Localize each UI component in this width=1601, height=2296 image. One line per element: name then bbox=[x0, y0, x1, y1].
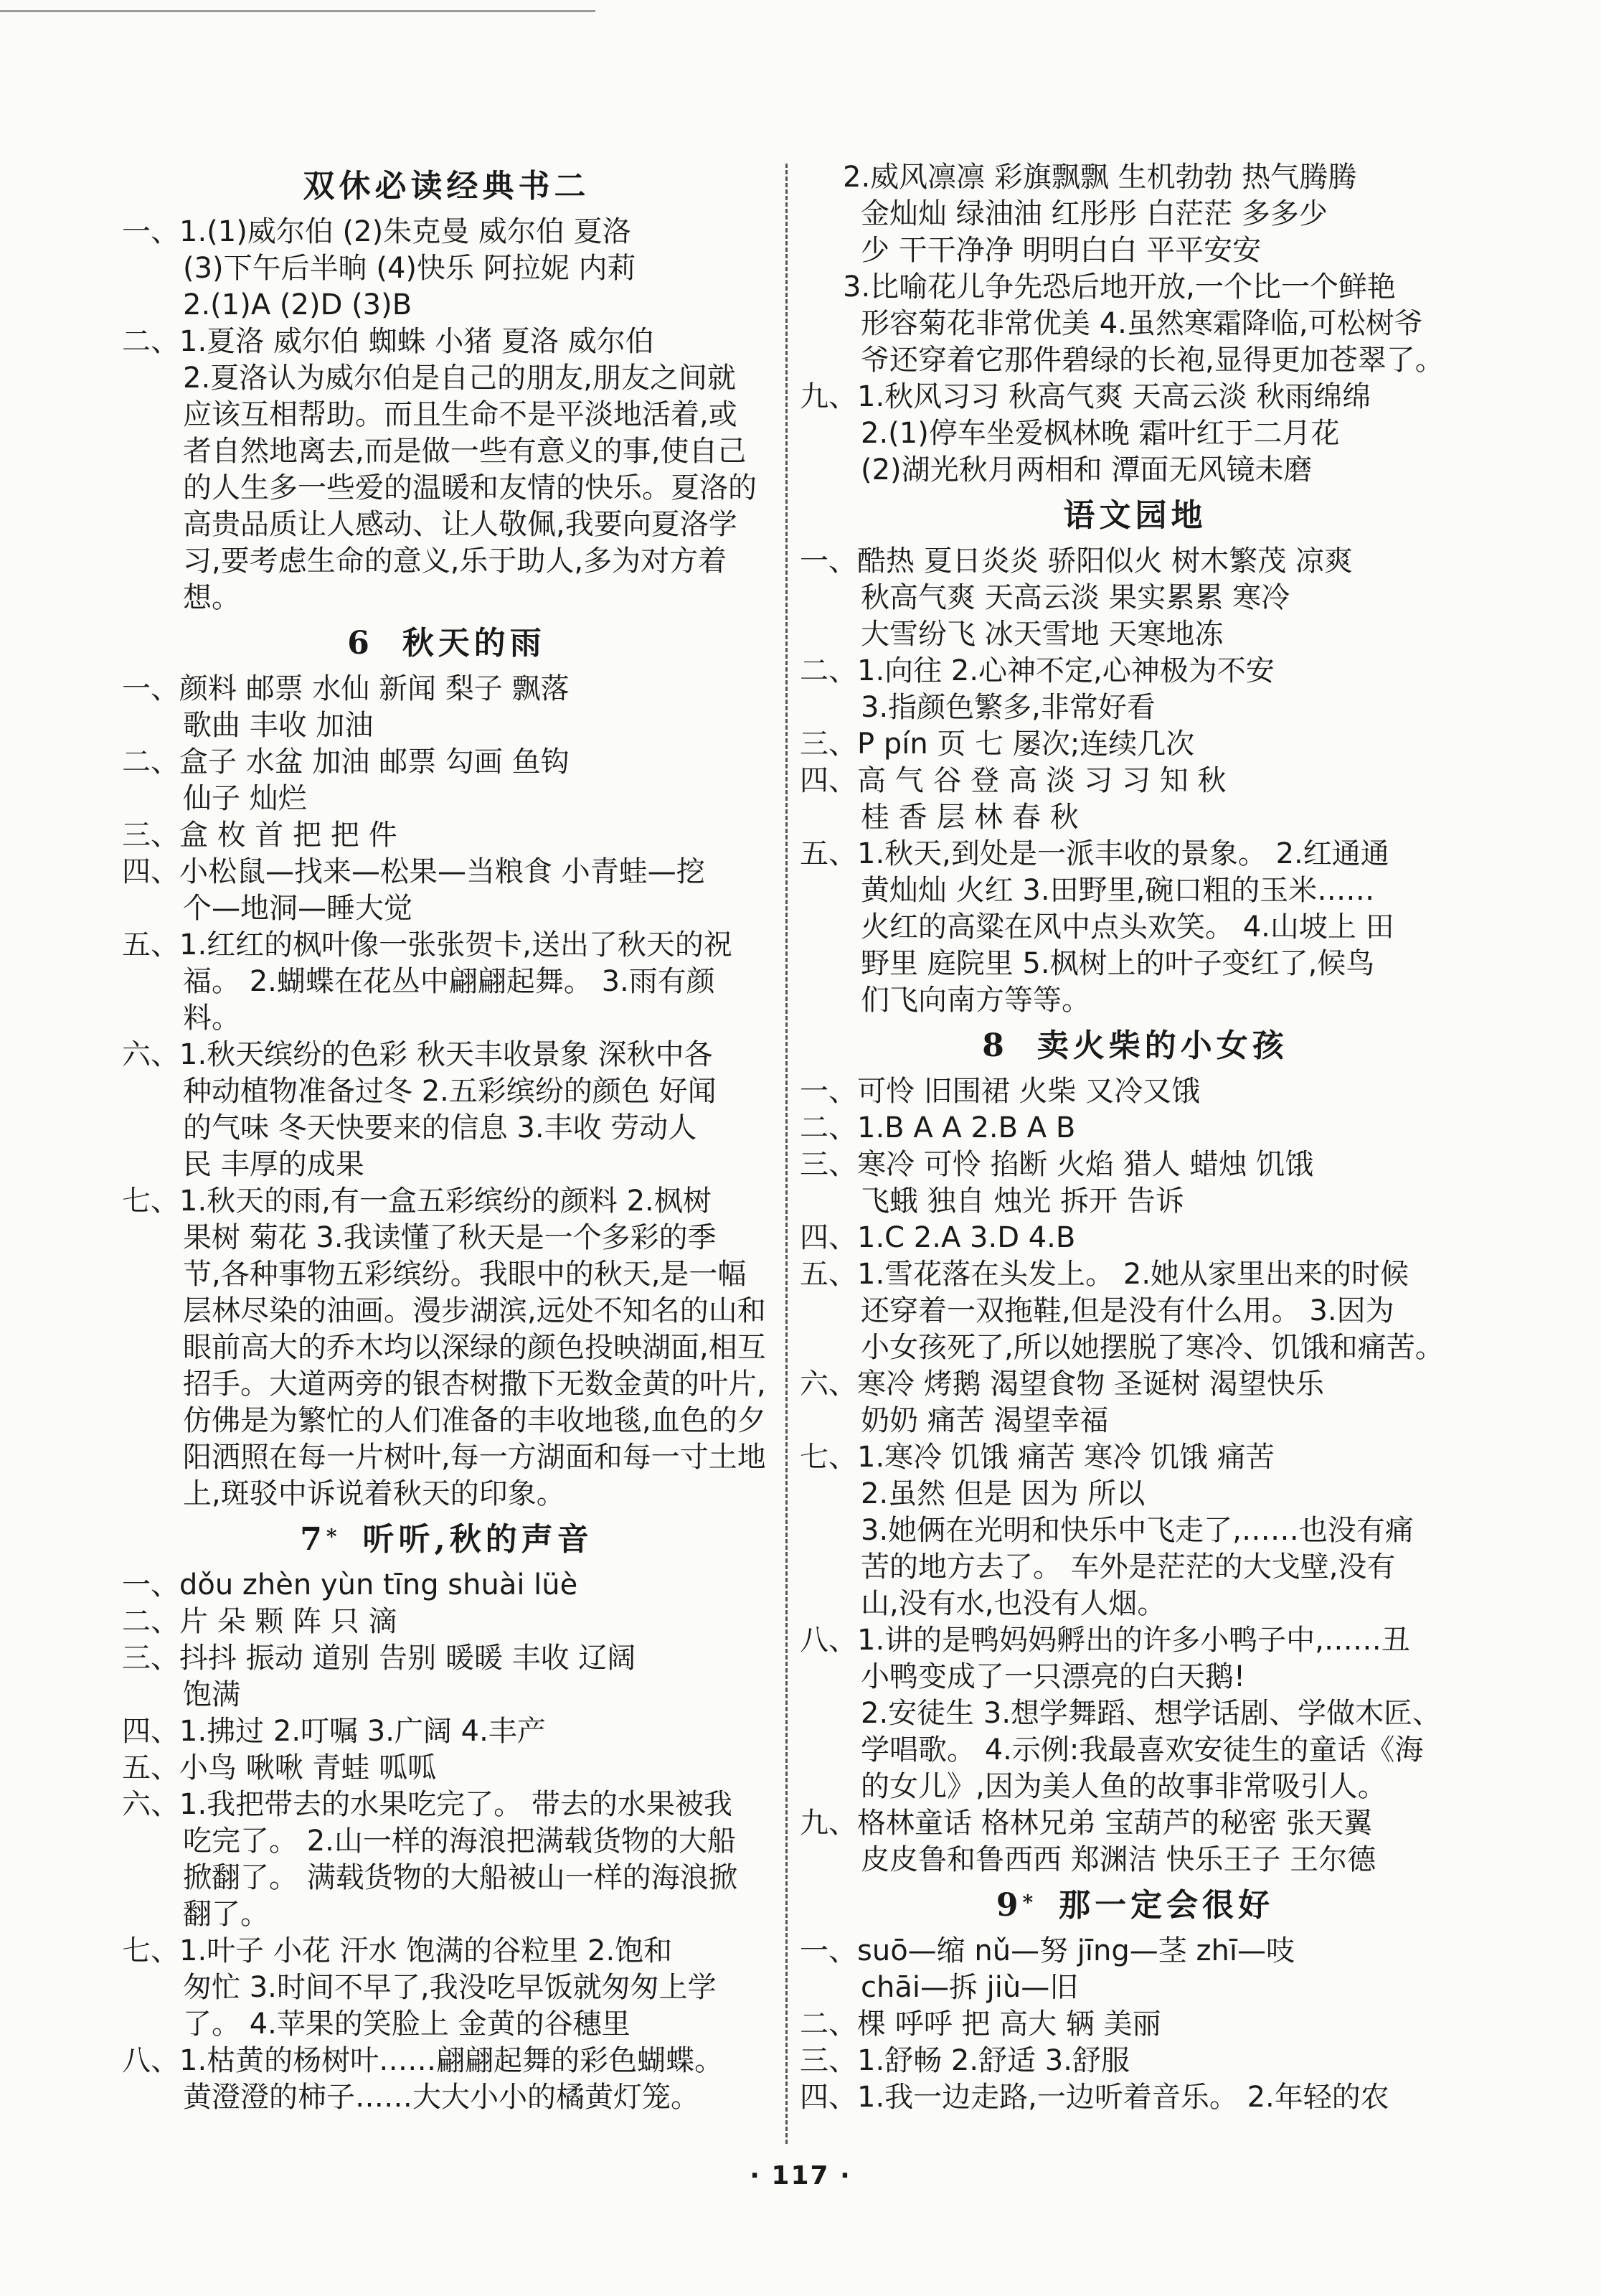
answer-line: 四、1.拂过 2.叮嘱 3.广阔 4.丰产 bbox=[122, 1715, 546, 1748]
answer-line: 3.她俩在光明和快乐中飞走了,……也没有痛 bbox=[861, 1514, 1414, 1547]
answer-line: 二、1.向往 2.心神不定,心神极为不安 bbox=[800, 654, 1275, 687]
answer-line: 三、抖抖 振动 道别 告别 暖暖 丰收 辽阔 bbox=[122, 1642, 636, 1675]
answer-line: 吃完了。 2.山一样的海浪把满载货物的大船 bbox=[183, 1825, 736, 1858]
answer-line: 习,要考虑生命的意义,乐于助人,多为对方着 bbox=[183, 545, 727, 578]
answer-line: 翻了。 bbox=[183, 1898, 269, 1931]
answer-line: 二、片 朵 颗 阵 只 滴 bbox=[122, 1605, 397, 1638]
answer-line: 2.虽然 但是 因为 所以 bbox=[861, 1477, 1146, 1510]
answer-line: 掀翻了。 满载货物的大船被山一样的海浪掀 bbox=[183, 1861, 737, 1894]
section-heading bbox=[800, 491, 1470, 540]
answer-line: 学唱歌。 4.示例:我最喜欢安徒生的童话《海 bbox=[861, 1733, 1424, 1766]
answer-line: 小女孩死了,所以她摆脱了寒冷、饥饿和痛苦。 bbox=[861, 1331, 1444, 1364]
answer-line: 五、小鸟 啾啾 青蛙 呱呱 bbox=[122, 1751, 437, 1784]
answer-line: 金灿灿 绿油油 红彤彤 白茫茫 多多少 bbox=[861, 197, 1328, 230]
answer-line: 七、1.叶子 小花 汗水 饱满的谷粒里 2.饱和 bbox=[122, 1934, 673, 1967]
answer-line: 的女儿》,因为美人鱼的故事非常吸引人。 bbox=[861, 1770, 1387, 1803]
left-column bbox=[122, 159, 771, 2116]
answer-line: 了。 4.苹果的笑脸上 金黄的谷穗里 bbox=[183, 2008, 631, 2041]
page-number: · 117 · bbox=[750, 2161, 851, 2191]
answer-line: 二、棵 呼呼 把 高大 辆 美丽 bbox=[800, 2008, 1161, 2041]
answer-line: 火红的高粱在风中点头欢笑。 4.山坡上 田 bbox=[861, 911, 1394, 944]
answer-line: 皮皮鲁和鲁西西 郑渊洁 快乐王子 王尔德 bbox=[861, 1843, 1376, 1876]
answer-line: 四、高 气 谷 登 高 淡 习 习 知 秋 bbox=[800, 764, 1227, 797]
answer-line: 还穿着一双拖鞋,但是没有什么用。 3.因为 bbox=[861, 1294, 1394, 1327]
answer-line: 八、1.讲的是鸭妈妈孵出的许多小鸭子中,……丑 bbox=[800, 1624, 1410, 1657]
section-title: 语文园地 bbox=[1063, 497, 1207, 534]
answer-line: 3.比喻花儿争先恐后地开放,一个比一个鲜艳 bbox=[843, 270, 1396, 304]
answer-line: 苦的地方去了。 车外是茫茫的大戈壁,没有 bbox=[861, 1551, 1396, 1584]
answer-line: 三、盒 枚 首 把 把 件 bbox=[122, 819, 397, 852]
section-title: 双休必读经典书二 bbox=[303, 168, 590, 204]
answer-line: 饱满 bbox=[183, 1678, 240, 1711]
answer-line: 九、格林童话 格林兄弟 宝葫芦的秘密 张天翼 bbox=[800, 1807, 1373, 1840]
right-column bbox=[800, 159, 1470, 2116]
answer-line: 3.指颜色繁多,非常好看 bbox=[861, 691, 1156, 724]
lesson-star: * bbox=[1022, 1891, 1038, 1914]
answer-line: 三、寒冷 可怜 掐断 火焰 猎人 蜡烛 饥饿 bbox=[800, 1148, 1314, 1181]
answer-line: 桂 香 层 林 春 秋 bbox=[861, 801, 1079, 834]
lesson-number: 9 bbox=[996, 1887, 1023, 1924]
answer-line: 2.安徒生 3.想学舞蹈、想学话剧、学做木匠、 bbox=[861, 1697, 1442, 1730]
answer-line: 爷还穿着它那件碧绿的长袍,显得更加苍翠了。 bbox=[861, 344, 1444, 377]
answer-line: 民 丰厚的成果 bbox=[183, 1148, 364, 1181]
answer-line: 黄澄澄的柿子……大大小小的橘黄灯笼。 bbox=[183, 2081, 699, 2114]
answer-line: 八、1.枯黄的杨树叶……翩翩起舞的彩色蝴蝶。 bbox=[122, 2044, 724, 2077]
answer-line: 六、1.秋天缤纷的色彩 秋天丰收景象 深秋中各 bbox=[122, 1038, 713, 1071]
answer-line: 果树 菊花 3.我读懂了秋天是一个多彩的季 bbox=[183, 1221, 717, 1254]
answer-line: 五、1.雪花落在头发上。 2.她从家里出来的时候 bbox=[800, 1258, 1409, 1291]
answer-line: 节,各种事物五彩缤纷。我眼中的秋天,是一幅 bbox=[183, 1258, 747, 1291]
answer-line: 2.夏洛认为威尔伯是自己的朋友,朋友之间就 bbox=[183, 362, 736, 395]
column-divider bbox=[785, 164, 788, 2144]
answer-line: 奶奶 痛苦 渴望幸福 bbox=[861, 1404, 1109, 1437]
answer-line: (2)湖光秋月两相和 潭面无风镜未磨 bbox=[861, 453, 1313, 486]
answer-line: 2.(1)停车坐爱枫林晚 霜叶红于二月花 bbox=[861, 417, 1340, 450]
answer-line: 一、可怜 旧围裙 火柴 又冷又饿 bbox=[800, 1075, 1201, 1108]
answer-line: 高贵品质让人感动、让人敬佩,我要向夏洛学 bbox=[183, 508, 737, 541]
answer-line: chāi—拆 jiù—旧 bbox=[861, 1971, 1079, 2004]
answer-line: 一、suō—缩 nǔ—努 jīng—茎 zhī—吱 bbox=[800, 1934, 1295, 1967]
answer-line: 层林尽染的油画。漫步湖滨,远处不知名的山和 bbox=[183, 1294, 766, 1327]
answer-line: 一、颜料 邮票 水仙 新闻 梨子 飘落 bbox=[122, 672, 570, 705]
answer-line: 六、寒冷 烤鹅 渴望食物 圣诞树 渴望快乐 bbox=[800, 1368, 1324, 1401]
answer-line: 四、1.C 2.A 3.D 4.B bbox=[800, 1221, 1076, 1254]
answer-line: 九、1.秋风习习 秋高气爽 天高云淡 秋雨绵绵 bbox=[800, 380, 1371, 413]
answer-line: 眼前高大的乔木均以深绿的颜色投映湖面,相互 bbox=[183, 1331, 766, 1364]
lesson-number: 7 bbox=[300, 1521, 326, 1558]
section-heading bbox=[122, 1515, 771, 1564]
answer-line: 福。 2.蝴蝶在花丛中翩翩起舞。 3.雨有颜 bbox=[183, 965, 715, 998]
top-rule bbox=[0, 10, 595, 12]
answer-line: 五、1.秋天,到处是一派丰收的景象。 2.红通通 bbox=[800, 837, 1389, 870]
answer-line: 黄灿灿 火红 3.田野里,碗口粗的玉米…… bbox=[861, 874, 1375, 907]
answer-line: 三、1.舒畅 2.舒适 3.舒服 bbox=[800, 2044, 1130, 2077]
answer-line: 秋高气爽 天高云淡 果实累累 寒冷 bbox=[861, 581, 1290, 614]
lesson-star: * bbox=[326, 1525, 341, 1548]
answer-line: 上,斑驳中诉说着秋天的印象。 bbox=[183, 1477, 565, 1510]
answer-line: 七、1.寒冷 饥饿 痛苦 寒冷 饥饿 痛苦 bbox=[800, 1441, 1275, 1474]
answer-line: (3)下午后半晌 (4)快乐 阿拉妮 内莉 bbox=[183, 252, 636, 285]
answer-line: 二、盒子 水盆 加油 邮票 勾画 鱼钩 bbox=[122, 745, 570, 778]
answer-line: 二、1.夏洛 威尔伯 蜘蛛 小猪 夏洛 威尔伯 bbox=[122, 325, 654, 358]
section-title: 听听,秋的声音 bbox=[362, 1521, 593, 1558]
answer-line: 想。 bbox=[183, 581, 240, 614]
answer-line: 大雪纷飞 冰天雪地 天寒地冻 bbox=[861, 618, 1224, 651]
section-heading bbox=[800, 1022, 1470, 1071]
answer-line: 2.威风凛凛 彩旗飘飘 生机勃勃 热气腾腾 bbox=[843, 161, 1357, 194]
answer-line: 招手。大道两旁的银杏树撒下无数金黄的叶片, bbox=[183, 1368, 766, 1401]
answer-line: 四、1.我一边走路,一边听着音乐。 2.年轻的农 bbox=[800, 2081, 1389, 2114]
answer-line: 的气味 冬天快要来的信息 3.丰收 劳动人 bbox=[183, 1111, 697, 1144]
lesson-number: 6 bbox=[347, 625, 374, 662]
answer-line: 一、酷热 夏日炎炎 骄阳似火 树木繁茂 凉爽 bbox=[800, 545, 1353, 578]
answer-line: 四、小松鼠—找来—松果—当粮食 小青蛙—挖 bbox=[122, 855, 705, 888]
answer-line: 料。 bbox=[183, 1002, 240, 1035]
answer-line: 飞蛾 独自 烛光 拆开 告诉 bbox=[861, 1185, 1184, 1218]
section-heading bbox=[122, 619, 771, 668]
answer-line: 野里 庭院里 5.枫树上的叶子变红了,候鸟 bbox=[861, 947, 1375, 980]
answer-line: 七、1.秋天的雨,有一盒五彩缤纷的颜料 2.枫树 bbox=[122, 1185, 712, 1218]
answer-line: 五、1.红红的枫叶像一张张贺卡,送出了秋天的祝 bbox=[122, 928, 732, 961]
answer-line: 形容菊花非常优美 4.虽然寒霜降临,可松树爷 bbox=[861, 307, 1423, 340]
answer-line: 的人生多一些爱的温暖和友情的快乐。夏洛的 bbox=[183, 471, 757, 504]
section-heading bbox=[800, 1881, 1470, 1930]
answer-line: 三、P pín 页 七 屡次;连续几次 bbox=[800, 728, 1195, 761]
answer-line: 2.(1)A (2)D (3)B bbox=[183, 288, 412, 321]
answer-line: 匆忙 3.时间不早了,我没吃早饭就匆匆上学 bbox=[183, 1971, 717, 2004]
answer-line: 者自然地离去,而是做一些有意义的事,使自己 bbox=[183, 435, 747, 468]
answer-line: 一、1.(1)威尔伯 (2)朱克曼 威尔伯 夏洛 bbox=[122, 215, 631, 248]
section-title: 卖火柴的小女孩 bbox=[1036, 1027, 1288, 1064]
answer-line: 应该互相帮助。而且生命不是平淡地活着,或 bbox=[183, 398, 737, 431]
answer-line: 二、1.B A A 2.B A B bbox=[800, 1111, 1076, 1144]
answer-line: 阳洒照在每一片树叶,每一方湖面和每一寸土地 bbox=[183, 1441, 766, 1474]
answer-line: 小鸭变成了一只漂亮的白天鹅! bbox=[861, 1660, 1246, 1693]
section-title: 那一定会很好 bbox=[1059, 1887, 1275, 1924]
section-heading bbox=[122, 162, 771, 211]
answer-line: 少 干干净净 明明白白 平平安安 bbox=[861, 234, 1262, 267]
lesson-number: 8 bbox=[982, 1027, 1009, 1064]
answer-line: 仙子 灿烂 bbox=[183, 782, 307, 815]
answer-line: 六、1.我把带去的水果吃完了。 带去的水果被我 bbox=[122, 1788, 732, 1821]
answer-line: 仿佛是为繁忙的人们准备的丰收地毯,血色的夕 bbox=[183, 1404, 766, 1437]
answer-line: 山,没有水,也没有人烟。 bbox=[861, 1587, 1166, 1620]
answer-line: 一、dǒu zhèn yùn tīng shuài lüè bbox=[122, 1568, 578, 1601]
answer-line: 种动植物准备过冬 2.五彩缤纷的颜色 好闻 bbox=[183, 1075, 717, 1108]
section-title: 秋天的雨 bbox=[402, 625, 546, 662]
answer-line: 个—地洞—睡大觉 bbox=[183, 892, 412, 925]
answer-line: 们飞向南方等等。 bbox=[861, 984, 1090, 1017]
answer-line: 歌曲 丰收 加油 bbox=[183, 709, 374, 742]
